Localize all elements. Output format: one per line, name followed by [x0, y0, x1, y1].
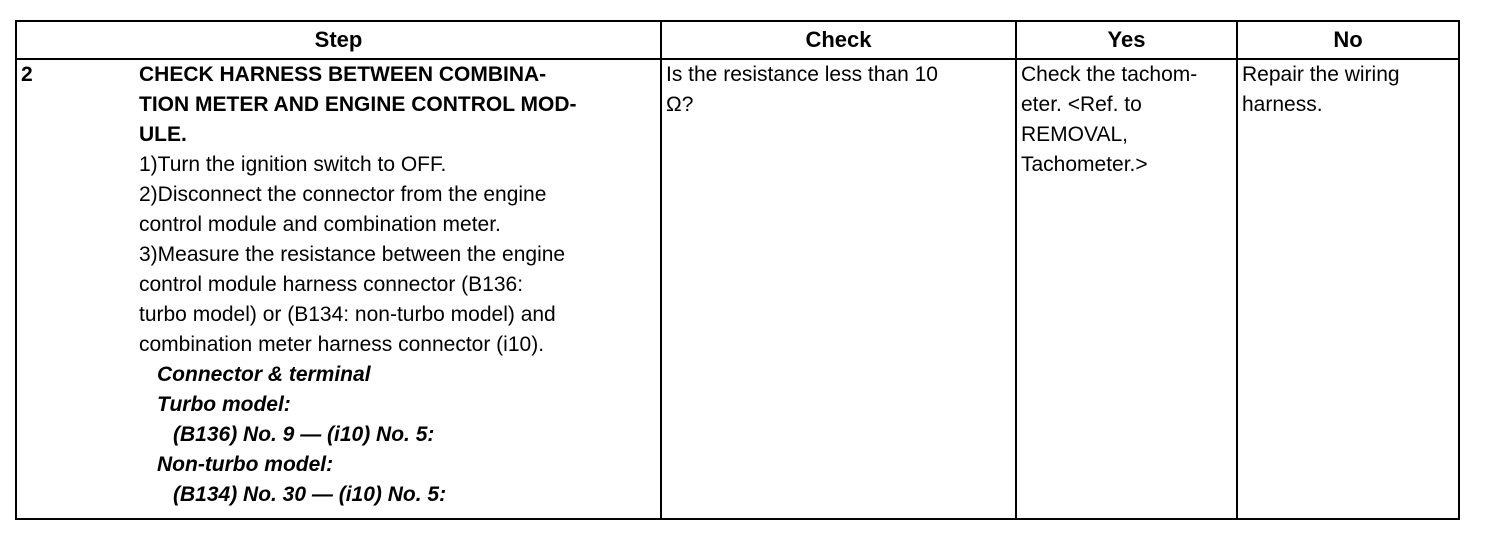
turbo-terminal: (B136) No. 9 — (i10) No. 5: [173, 423, 435, 446]
step-number: 2 [21, 63, 33, 86]
step-title-line: ULE. [139, 123, 187, 146]
yes-line: eter. <Ref. to [1021, 93, 1142, 116]
yes-line: Tachometer.> [1021, 153, 1148, 176]
instruction-line: turbo model) or (B134: non-turbo model) and [139, 303, 556, 326]
header-check: Check [661, 21, 1016, 59]
header-step: Step [16, 21, 661, 59]
turbo-label: Turbo model: [157, 393, 291, 416]
instruction-line: 2)Disconnect the connector from the engine [139, 183, 547, 206]
yes-line: REMOVAL, [1021, 123, 1128, 146]
check-line: Ω? [666, 93, 694, 116]
step-body [139, 60, 660, 510]
no-line: Repair the wiring [1242, 63, 1400, 86]
header-no: No [1237, 21, 1459, 59]
check-line: Is the resistance less than 10 [666, 63, 938, 86]
step-title-line: TION METER AND ENGINE CONTROL MOD- [139, 93, 577, 116]
no-line: harness. [1242, 93, 1323, 116]
header-yes: Yes [1016, 21, 1237, 59]
instruction-line: 1)Turn the ignition switch to OFF. [139, 153, 447, 176]
header-row [16, 21, 1459, 59]
yes-line: Check the tachom- [1021, 63, 1198, 86]
yes-cell [1016, 59, 1237, 519]
step-cell [16, 59, 661, 519]
instruction-line: 3)Measure the resistance between the engine [139, 243, 566, 266]
step-title-line: CHECK HARNESS BETWEEN COMBINA- [139, 63, 547, 86]
nonturbo-label: Non-turbo model: [157, 453, 334, 476]
instruction-line: combination meter harness connector (i10). [139, 333, 545, 356]
nonturbo-terminal: (B134) No. 30 — (i10) No. 5: [173, 483, 447, 506]
instruction-line: control module and combination meter. [139, 213, 501, 236]
diagnostic-table [15, 20, 1460, 520]
table-row [16, 59, 1459, 519]
connector-heading: Connector & terminal [157, 363, 371, 386]
no-cell [1237, 59, 1459, 519]
check-cell [661, 59, 1016, 519]
instruction-line: control module harness connector (B136: [139, 273, 524, 296]
